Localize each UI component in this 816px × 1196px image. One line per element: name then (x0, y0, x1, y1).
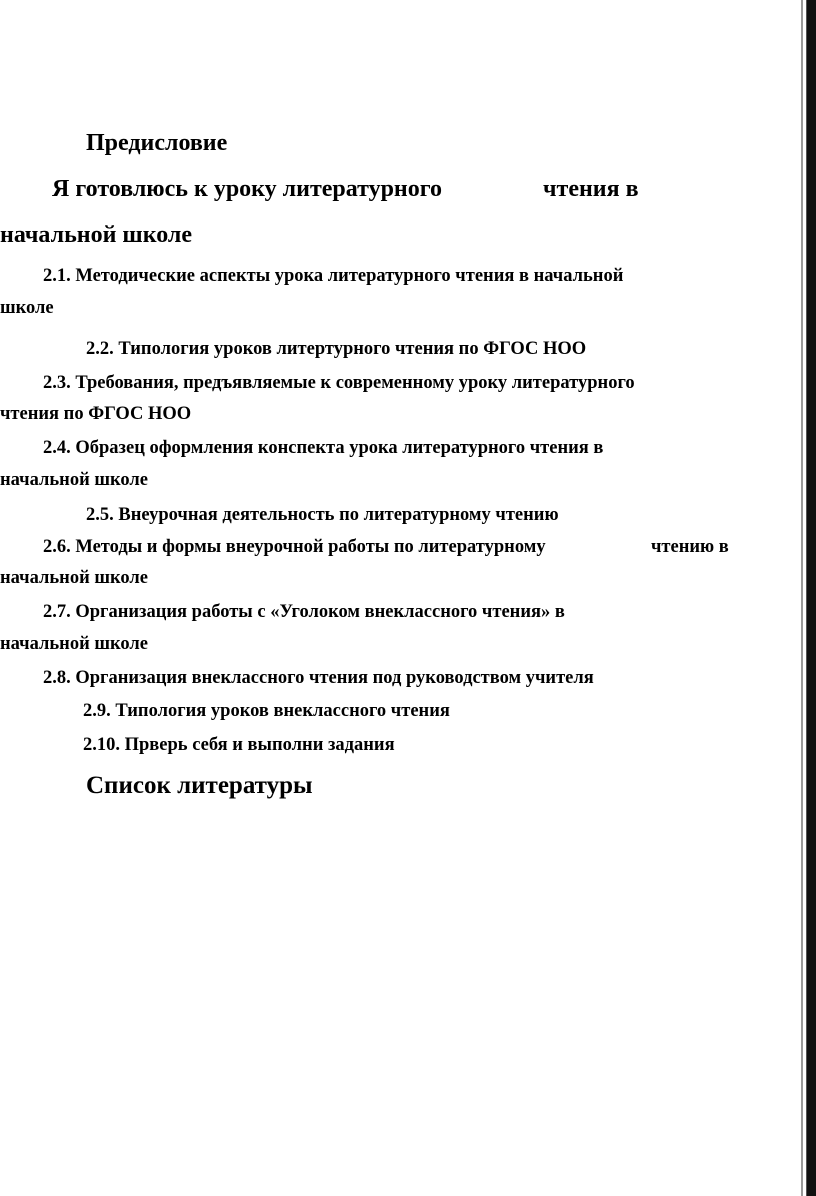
section-title-part1: Я готовлюсь к уроку литературного (52, 176, 443, 202)
toc-item-2-7-cont: начальной школе (0, 634, 148, 654)
toc-item-2-6-part1: 2.6. Методы и формы внеурочной работы по литературному (43, 537, 546, 557)
toc-item-2-5: 2.5. Внеурочная деятельность по литературному чтению (86, 505, 559, 525)
section-title-line2: начальной школе (0, 222, 192, 248)
toc-item-2-9: 2.9. Типология уроков внеклассного чтения (83, 701, 450, 721)
toc-item-2-8: 2.8. Организация внеклассного чтения под руководством учителя (43, 668, 594, 688)
toc-item-2-6-cont: начальной школе (0, 568, 148, 588)
section-title-part2: чтения в (543, 176, 639, 202)
toc-item-2-1-cont: школе (0, 298, 54, 318)
toc-item-2-3: 2.3. Требования, предъявляемые к современному уроку литературного (43, 373, 635, 393)
toc-item-2-6-part2: чтению в (651, 537, 729, 557)
toc-item-2-10: 2.10. Прверь себя и выполни задания (83, 735, 395, 755)
toc-item-2-2: 2.2. Типология уроков литертурного чтения по ФГОС НОО (86, 339, 587, 359)
toc-item-2-1: 2.1. Методические аспекты урока литературного чтения в начальной (43, 266, 624, 286)
toc-item-2-7: 2.7. Организация работы с «Уголоком внеклассного чтения» в (43, 602, 565, 622)
toc-item-2-4: 2.4. Образец оформления конспекта урока литературного чтения в (43, 438, 604, 458)
preface-heading: Предисловие (86, 130, 228, 156)
toc-item-2-3-cont: чтения по ФГОС НОО (0, 404, 192, 424)
toc-item-2-4-cont: начальной школе (0, 470, 148, 490)
bibliography-heading: Список литературы (86, 772, 313, 799)
page-right-border (806, 0, 816, 1196)
